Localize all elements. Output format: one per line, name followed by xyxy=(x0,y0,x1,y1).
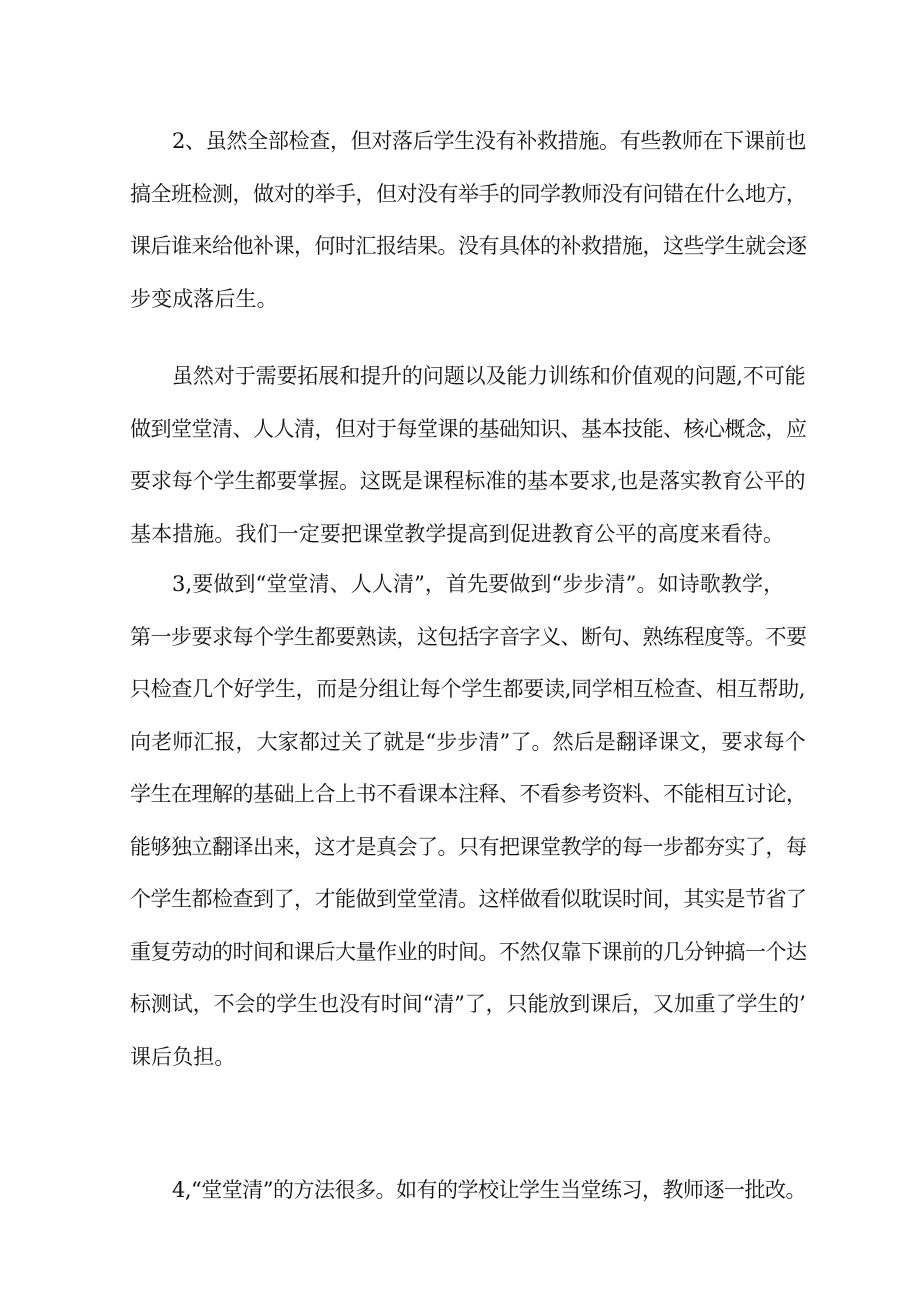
text-line: 搞全班检测，做对的举手，但对没有举手的同学教师没有问错在什么地方， xyxy=(130,181,807,206)
text-line: 标测试，不会的学生也没有时间“清”了，只能放到课后，又加重了学生的’ xyxy=(130,992,806,1016)
text-line: 做到堂堂清、人人清，但对于每堂课的基础知识、基本技能、核心概念，应 xyxy=(130,416,807,441)
paragraph-4 xyxy=(130,1164,810,1217)
text-line: 要求每个学生都要掌握。这既是课程标准的基本要求,也是落实教育公平的 xyxy=(130,469,806,493)
paragraph-2 xyxy=(130,350,810,560)
text-line: 2、虽然全部检查，但对落后学生没有补救措施。有些教师在下课前也 xyxy=(172,129,807,153)
text-line: 第一步要求每个学生都要熟读，这包括字音字义、断句、熟练程度等。不要 xyxy=(130,624,807,649)
text-line: 重复劳动的时间和课后大量作业的时间。不然仅靠下课前的几分钟搞一个达 xyxy=(130,939,807,964)
text-line: 课后负担。 xyxy=(130,1044,236,1069)
text-line: 学生在理解的基础上合上书不看课本注释、不看参考资料、不能相互讨论， xyxy=(130,782,807,806)
text-line: 虽然对于需要拓展和提升的问题以及能力训练和价值观的问题,不可能 xyxy=(172,364,806,388)
text-line: 课后谁来给他补课，何时汇报结果。没有具体的补救措施，这些学生就会逐 xyxy=(130,234,807,258)
text-line: 4,“堂堂清”的方法很多。如有的学校让学生当堂练习，教师逐一批改。 xyxy=(172,1178,807,1202)
text-line: 向老师汇报，大家都过关了就是“步步清”了。然后是翻译课文，要求每个 xyxy=(130,729,806,754)
text-line: 3,要做到“堂堂清、人人清”，首先要做到“步步清”。如诗歌教学， xyxy=(172,572,785,596)
text-line: 能够独立翻译出来，这才是真会了。只有把课堂教学的每一步都夯实了，每 xyxy=(130,834,807,859)
text-line: 个学生都检查到了，才能做到堂堂清。这样做看似耽误时间，其实是节省了 xyxy=(130,887,807,911)
text-line: 只检查几个好学生，而是分组让每个学生都要读,同学相互检查、相互帮助, xyxy=(130,677,806,701)
text-line: 基本措施。我们一定要把课堂教学提高到促进教育公平的高度来看待。 xyxy=(130,521,785,546)
text-line: 步变成落后生。 xyxy=(130,286,278,311)
paragraph-3 xyxy=(130,558,810,1083)
paragraph-1 xyxy=(130,115,810,325)
